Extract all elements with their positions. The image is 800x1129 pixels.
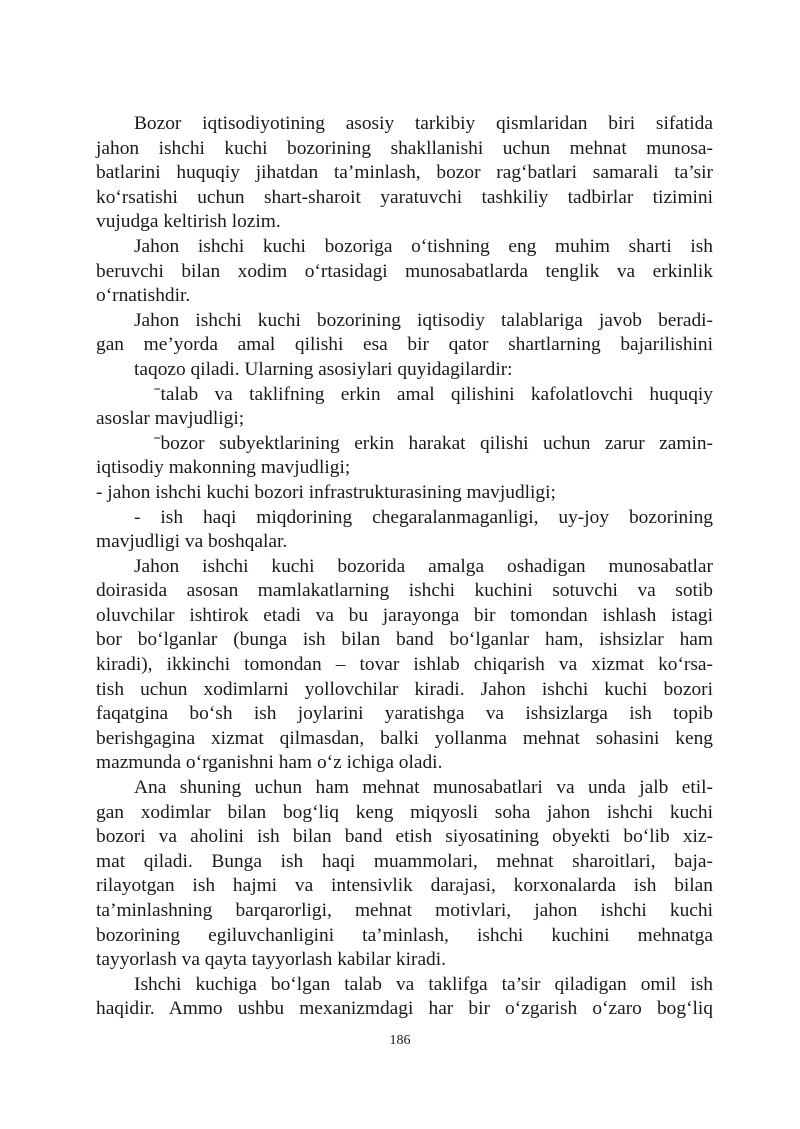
- text-line: doirasida asosan mamlakatlarning ishchi kuchini sotuvchi va sotib: [96, 580, 713, 602]
- text-line: ko‘rsatishi uchun shart-sharoit yaratuvchi tashkiliy tadbirlar tizimini: [96, 186, 713, 208]
- text-line: o‘rnatishdir.: [96, 285, 191, 307]
- text-line: batlarini huquqiy jihatdan ta’minlash, bozor rag‘batlari samarali ta’sir: [96, 162, 713, 184]
- text-line: haqidir. Ammo ushbu mexanizmdagi har bir o‘zgarish o‘zaro bog‘liq: [96, 998, 713, 1020]
- text-line: oluvchilar ishtirok etadi va bu jarayonga bir tomondan ishlash istagi: [96, 604, 713, 626]
- text-line: jahon ishchi kuchi bozorining shakllanishi uchun mehnat munosa-: [96, 137, 713, 159]
- text-line: ta’minlashning barqarorligi, mehnat motivlari, jahon ishchi kuchi: [96, 900, 713, 921]
- text-line: Jahon ishchi kuchi bozorining iqtisodiy talablariga javob beradi-: [134, 309, 713, 331]
- page-body-text: [96, 112, 713, 1022]
- text-line: mazmunda o‘rganishni ham o‘z ichiga oladi.: [96, 752, 443, 774]
- text-line: gan xodimlar bilan bog‘liq keng miqyosli soha jahon ishchi kuchi: [96, 801, 713, 823]
- text-line: kiradi), ikkinchi tomondan – tovar ishlab chiqarish va xizmat ko‘rsa-: [96, 654, 713, 676]
- text-line: bozori va aholini ish bilan band etish siyosatining obyekti bo‘lib xiz-: [96, 826, 713, 848]
- text-line: bor bo‘lganlar (bunga ish bilan band bo‘lganlar ham, ishsizlar ham: [96, 629, 713, 651]
- text-line: - ish haqi miqdorining chegaralanmaganligi, uy-joy bozorining: [134, 506, 713, 528]
- text-line: Ishchi kuchiga bo‘lgan talab va taklifga ta’sir qiladigan omil ish: [134, 973, 713, 995]
- text-line: Jahon ishchi kuchi bozorida amalga oshadigan munosabatlar: [134, 555, 713, 577]
- text-line: berishgagina xizmat qilmasdan, balki yollanma mehnat sohasini keng: [96, 727, 713, 749]
- text-line: tish uchun xodimlarni yollovchilar kiradi. Jahon ishchi kuchi bozori: [96, 678, 713, 700]
- text-line: asoslar mavjudligi;: [96, 408, 245, 430]
- text-line: Bozor iqtisodiyotining asosiy tarkibiy qismlaridan biri sifatida: [134, 113, 713, 134]
- text-line: bozorining egiluvchanligini ta’minlash, ishchi kuchini mehnatga: [96, 924, 713, 946]
- text-line: Ana shuning uchun ham mehnat munosabatlari va unda jalb etil-: [134, 777, 713, 799]
- text-line: iqtisodiy makonning mavjudligi;: [96, 457, 351, 479]
- text-line: faqatgina bo‘sh ish joylarini yaratishga va ishsizlarga ish topib: [96, 703, 713, 725]
- page-number: 186: [389, 1033, 411, 1048]
- text-line: tayyorlash va qayta tayyorlash kabilar kiradi.: [96, 949, 446, 971]
- text-line: - jahon ishchi kuchi bozori infrastrukturasining mavjudligi;: [96, 481, 556, 503]
- text-line: ˉtalab va taklifning erkin amal qilishini kafolatlovchi huquqiy: [154, 383, 713, 405]
- text-line: mat qiladi. Bunga ish haqi muammolari, mehnat sharoitlari, baja-: [96, 850, 713, 872]
- text-line: beruvchi bilan xodim o‘rtasidagi munosabatlarda tenglik va erkinlik: [96, 260, 713, 282]
- text-line: taqozo qiladi. Ularning asosiylari quyidagilardir:: [134, 358, 513, 380]
- text-line: vujudga keltirish lozim.: [96, 211, 281, 233]
- text-line: mavjudligi va boshqalar.: [96, 531, 288, 553]
- text-line: rilayotgan ish hajmi va intensivlik darajasi, korxonalarda ish bilan: [96, 875, 713, 897]
- text-line: gan me’yorda amal qilishi esa bir qator shartlarning bajarilishini: [96, 334, 713, 356]
- text-line: Jahon ishchi kuchi bozoriga o‘tishning eng muhim sharti ish: [134, 235, 713, 257]
- text-line: ˉbozor subyektlarining erkin harakat qilishi uchun zarur zamin-: [154, 432, 713, 454]
